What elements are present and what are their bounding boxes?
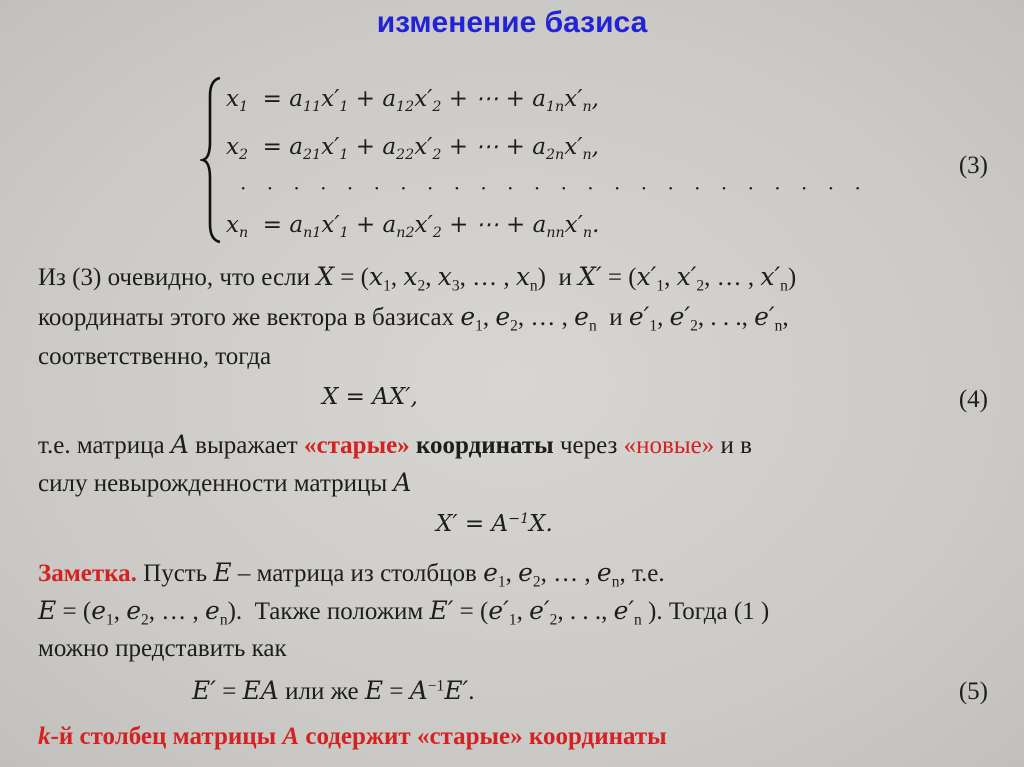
conclusion-line: k-й столбец матрицы A содержит «старые» координаты [38,723,667,750]
note-line-1: Заметка. Пусть E – матрица из столбцов $e_1$, $e_2$, … , $e_n$, т.е. [38,558,665,591]
paragraph-1-line-1: Из (3) очевидно, что если $X = (x_1$, $x_2$, $x_3$, … , $x_n$) и $X' = (x'_1$, $x'_2$, … , $x'_n$) [38,262,797,295]
note-line-2: $E = (e_1$, $e_2$, … , $e_n$). Также положим $E' = (e'_1$, $e'_2$, . . ., $e'_n$ ). Тогда (1 ) [38,596,770,629]
paragraph-2-line-2: силу невырожденности матрицы A [38,468,412,497]
paragraph-1-line-3: соответственно, тогда [38,343,272,370]
formula-inverse: $X' = A^{-1}X$. [436,510,553,537]
system-row-1: $x_1 = a_{11}x'_1 + a_{12}x'_2$ + ⋯ + $a_{1n}x'_n$, [226,86,599,115]
equation-number-4: (4) [958,386,988,413]
formula-4: X = AX′, [322,384,418,410]
paragraph-2-line-1: т.е. матрица A выражает «старые» координаты через «новые» и в [38,430,752,459]
note-line-3: можно представить как [38,635,287,662]
system-row-n: $x_n = a_{n1}x'_1 + a_{n2}x'_2$ + ⋯ + $a_{nn}x'_n$. [226,212,600,241]
system-row-2: $x_2 = a_{21}x'_1 + a_{22}x'_2$ + ⋯ + $a_{2n}x'_n$, [226,134,599,163]
system-dots: · · · · · · · · · · · · · · · · · · · · · · · · [240,176,868,200]
curly-brace [200,76,224,244]
slide-title: изменение базиса [376,6,648,39]
equation-number-3: (3) [958,152,988,179]
paragraph-1-line-2: координаты этого же вектора в базисах $e_1$, $e_2$, … , $e_n$ и $e'_1$, $e'_2$, . . ., $e'_n$, [38,302,789,335]
formula-5: E′ = EA или же $E = A^{-1}E'$. [192,676,475,705]
equation-number-5: (5) [958,678,988,705]
